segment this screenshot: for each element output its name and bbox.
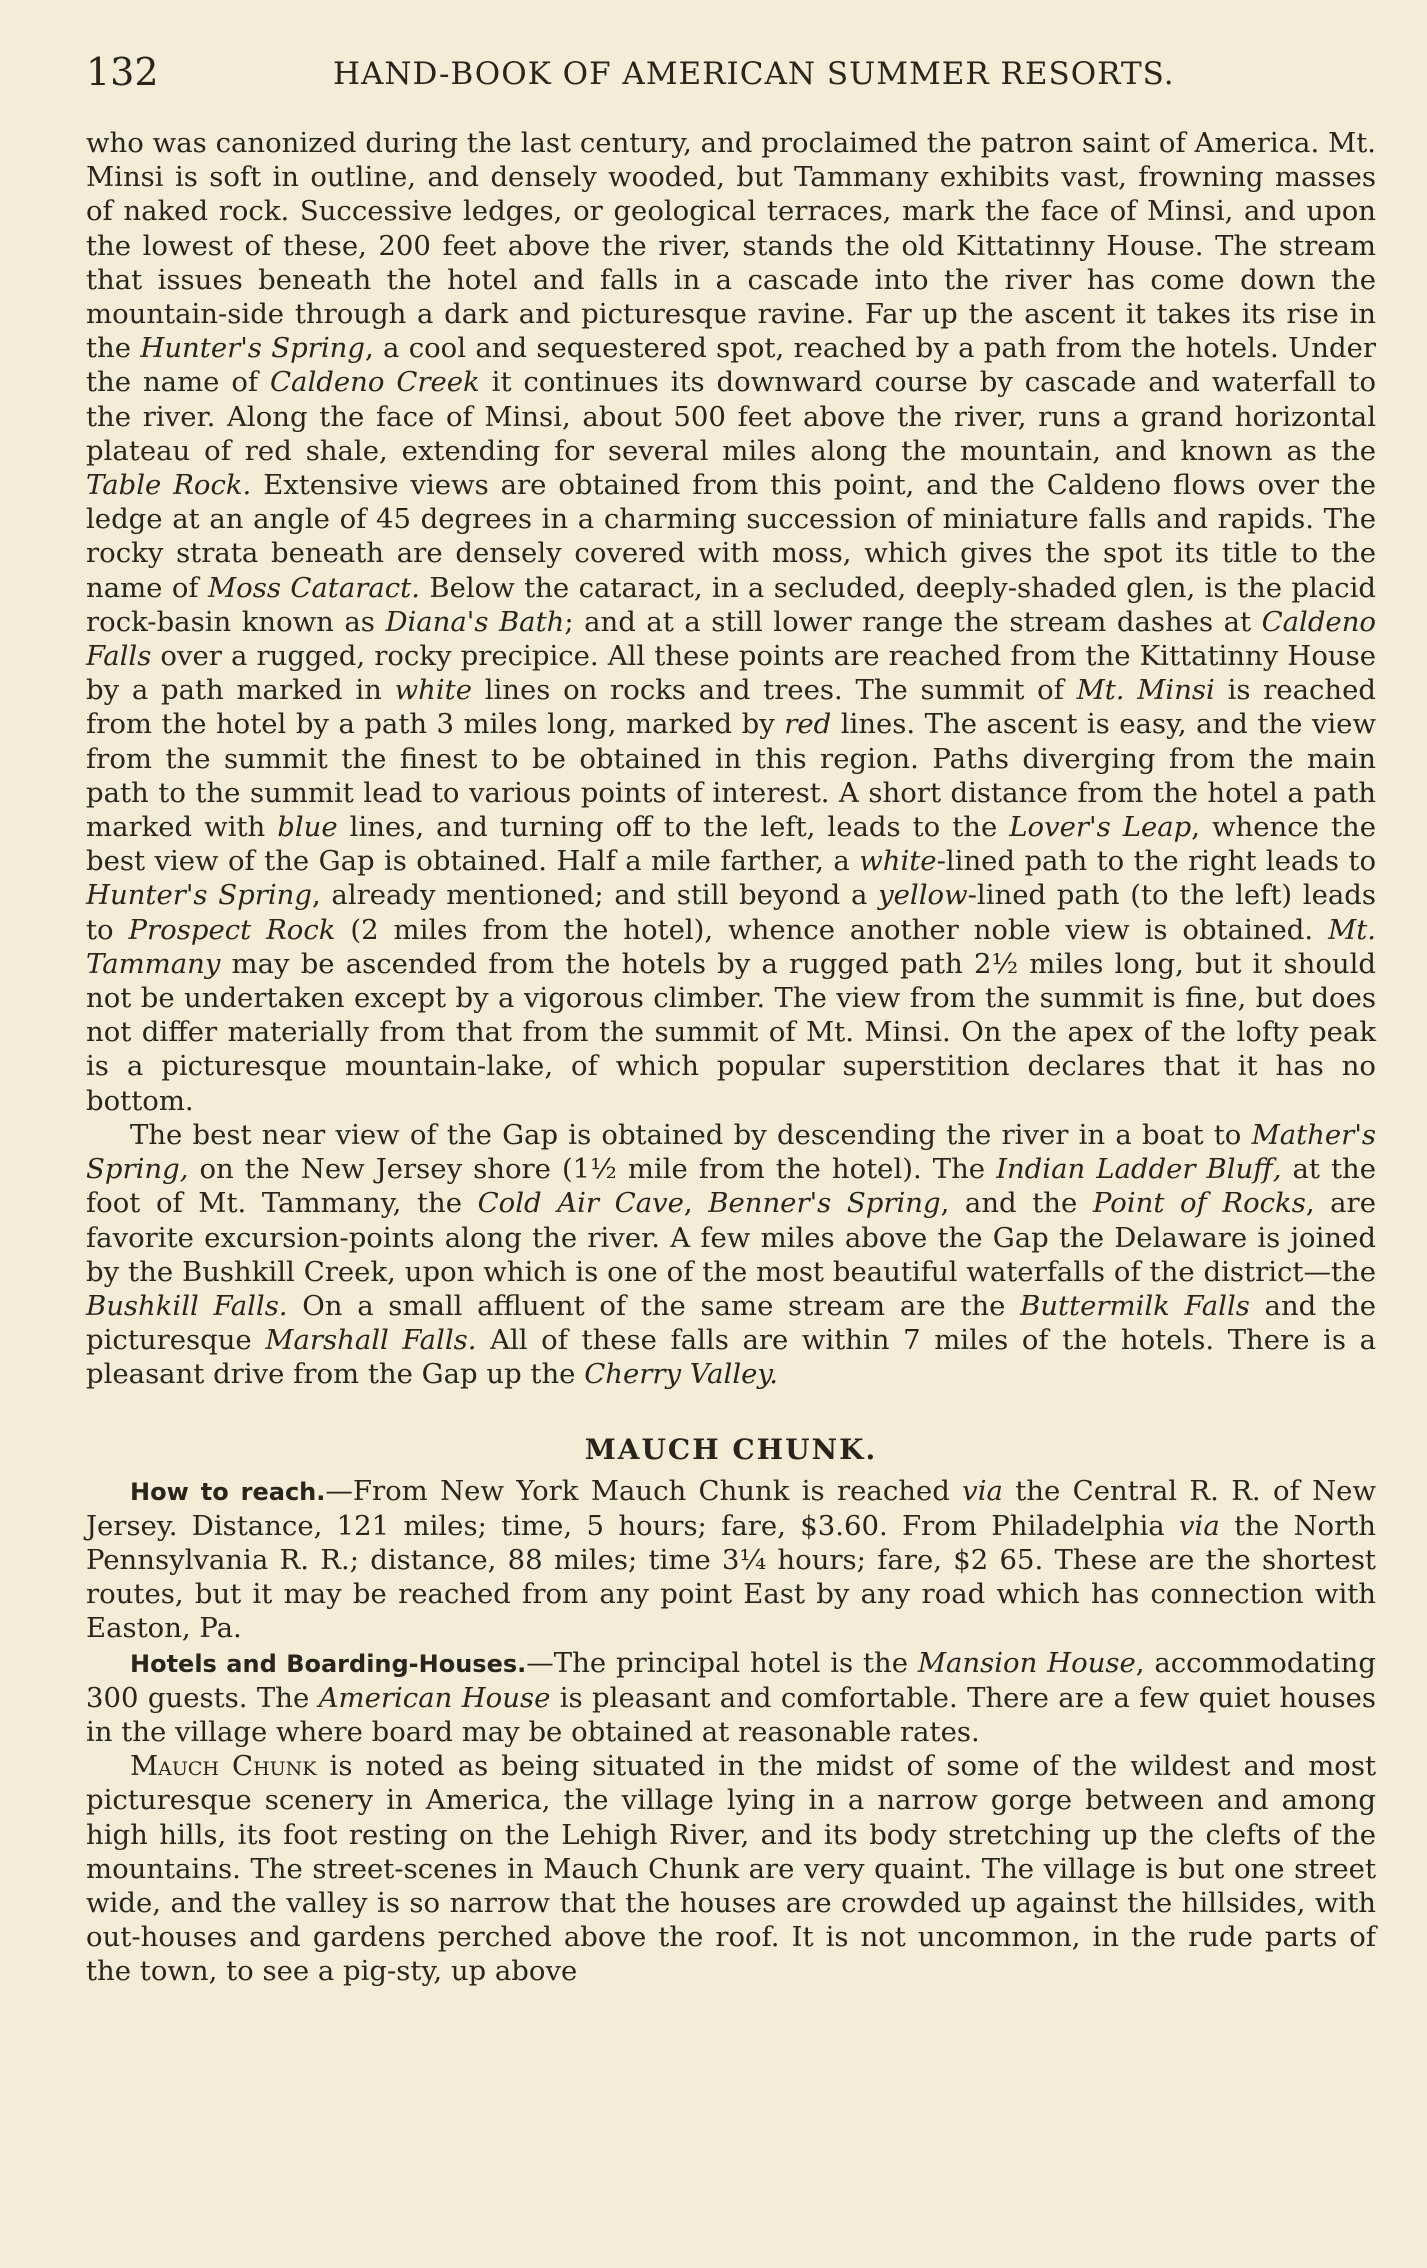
text-run: the North Pennsylvania R. R.; distance, 88 miles; time 3¼ hours; fare, $2 65. These are the shortest routes, but it may be reached from any point East by any road which has connection with Easton, Pa.: [86, 1509, 1376, 1645]
section-heading: MAUCH CHUNK.: [584, 1432, 878, 1466]
italic-term: Diana's Bath: [385, 605, 565, 638]
text-run: is noted as being situated in the midst of some of the wildest and most picturesque scenery in America, the village lying in a narrow gorge between and among high hills, its foot resting on the Lehigh River, and its body stretching up the clefts of the mountains. The street-scenes in Mauch Chunk are very quaint. The village is but one street wide, and the valley is so narrow that the houses are crowded up against the hillsides, with out-houses and gardens perched above the roof. It is not uncommon, in the rude parts of the town, to see a pig-sty, up above: [86, 1750, 1376, 1988]
run-in-heading: Hotels and Boarding-Houses.: [130, 1649, 527, 1678]
text-run: -lined path (to the left) leads to: [86, 879, 1376, 946]
text-run: is reached from the hotel by a path 3 miles long, marked by: [86, 674, 1377, 741]
italic-term: via: [1179, 1509, 1220, 1542]
text-run: The best near view of the Gap is obtained by descending the river in a boat to: [130, 1118, 1252, 1151]
italic-term: Table Rock.: [86, 469, 252, 502]
italic-term: Mansion House: [917, 1646, 1136, 1679]
italic-term: via: [962, 1474, 1003, 1507]
small-caps-name: Mauch Chunk: [130, 1750, 317, 1783]
italic-term: Hunter's Spring: [140, 332, 365, 365]
text-run: , accommodating 300 guests. The: [86, 1646, 1377, 1714]
text-run: lines, and turning off to the left, leads to the: [337, 811, 1010, 844]
italic-term: Mt. Minsi: [1076, 674, 1215, 707]
text-run: lines on rocks and trees. The summit of: [471, 674, 1077, 707]
text-run: and the picturesque: [86, 1289, 1377, 1357]
italic-term: Buttermilk Falls: [1020, 1289, 1250, 1322]
text-run: lines. The ascent is easy, and the view from the summit the finest to be obtained in this region. Paths diverging from the main path to the summit lead to various points of interest. A short distance from the hotel a path marked with: [86, 708, 1376, 844]
text-run: on the New Jersey shore (1½ mile from the hotel). The: [188, 1153, 997, 1186]
italic-term: white: [859, 845, 937, 878]
text-run: , a cool and sequestered spot, reached by a path from the hotels. Under the name of: [86, 332, 1376, 399]
italic-term: Marshall Falls.: [265, 1324, 477, 1357]
text-run: , are favorite excursion-points along the river. A few miles above the Gap the Delaware is joined by the Bushkill Creek, upon which is one of the most beautiful waterfalls of the district—the: [86, 1187, 1376, 1288]
italic-term: white: [394, 674, 472, 707]
text-run: ,: [683, 1187, 709, 1220]
text-run: -lined path to the right leads to: [936, 845, 1376, 878]
text-run: it continues its downward course by cascade and waterfall to the river. Along the face of Minsi, about 500 feet above the river, runs a grand horizontal plateau of red shale, extending for several miles along the mountain, and known as the: [86, 366, 1376, 467]
page-body: [86, 126, 1376, 1989]
italic-term: yellow: [878, 879, 968, 912]
text-run: ; and at a still lower range the stream dashes at: [564, 605, 1262, 638]
text-run: —From New York Mauch Chunk is reached: [325, 1474, 963, 1507]
italic-term: Caldeno Creek: [270, 366, 480, 399]
text-run: may be ascended from the hotels by a rugged path 2½ miles long, but it should not be undertaken except by a vigorous climber. The view from the summit is fine, but does not differ materially from that from the summit of Mt. Minsi. On the apex of the lofty peak is a picturesque mountain-lake, of which popular superstition declares that it has no bottom.: [86, 947, 1376, 1117]
italic-term: Bushkill Falls.: [86, 1289, 288, 1322]
text-run: at the foot of Mt. Tammany, the: [86, 1153, 1377, 1220]
running-title: HAND-BOOK OF AMERICAN SUMMER RESORTS.: [333, 56, 1175, 92]
paragraph-gap-views: [86, 1118, 1376, 1392]
text-run: is pleasant and comfortable. There are a few quiet houses in the village where board may be obtained at reasonable rates.: [86, 1681, 1376, 1748]
italic-term: blue: [277, 811, 338, 844]
paragraph-how-to-reach: [86, 1474, 1376, 1646]
text-run: over a rugged, rocky precipice. All these points are reached from the Kittatinny House by a path marked in: [86, 640, 1376, 707]
italic-term: Hunter's Spring: [86, 879, 312, 912]
italic-term: Benner's Spring: [708, 1187, 941, 1220]
text-run: the Central R. R. of New Jersey. Distance, 121 miles; time, 5 hours; fare, $3.60. From Philadelphia: [86, 1474, 1376, 1542]
italic-term: Lover's Leap: [1009, 811, 1192, 844]
page-number: 132: [86, 50, 159, 94]
italic-term: Mt. Tammany: [86, 913, 1377, 980]
text-run: who was canonized during the last century, and proclaimed the patron saint of America. Mt. Minsi is soft in outline, and densely wooded, but Tammany exhibits vast, frowning masses of naked rock. Successive ledges, or geological terraces, mark the face of Minsi, and upon the lowest of these, 200 feet above the river, stands the old Kittatinny House. The stream that issues beneath the hotel and falls in a cascade into the river has come down the mountain-side through a dark and picturesque ravine. Far up the ascent it takes its rise in the: [86, 127, 1376, 365]
italic-term: Mather's Spring,: [86, 1118, 1376, 1186]
run-in-heading: How to reach.: [130, 1477, 326, 1506]
italic-term: Cold Air Cave: [477, 1187, 684, 1220]
italic-term: Cherry Valley.: [584, 1358, 779, 1391]
italic-term: American House: [318, 1681, 551, 1714]
paragraph-delaware-gap: [86, 126, 1376, 1118]
text-run: , and the: [940, 1187, 1093, 1220]
text-run: (2 miles from the hotel), whence another noble view is obtained.: [335, 913, 1329, 946]
text-run: Extensive views are obtained from this point, and the Caldeno flows over the ledge at an angle of 45 degrees in a charming succession of miniature falls and rapids. The rocky strata beneath are densely covered with moss, which gives the spot its title to the name of: [86, 469, 1376, 604]
italic-term: Point of Rocks: [1092, 1187, 1306, 1220]
paragraph-mauch-chunk: [86, 1749, 1376, 1988]
text-run: All of these falls are within 7 miles of the hotels. There is a pleasant drive from the Gap up the: [86, 1324, 1376, 1391]
page-header: [86, 50, 1358, 100]
italic-term: red: [784, 708, 832, 741]
text-run: On a small affluent of the same stream are the: [287, 1289, 1021, 1322]
italic-term: Indian Ladder Bluff,: [996, 1153, 1282, 1186]
italic-term: Caldeno Falls: [86, 605, 1376, 673]
text-run: Below the cataract, in a secluded, deeply-shaded glen, is the placid rock-basin known as: [86, 571, 1376, 638]
text-run: —The principal hotel is the: [526, 1646, 918, 1679]
text-run: , already mentioned; and still beyond a: [311, 879, 879, 912]
italic-term: Prospect Rock: [128, 913, 336, 946]
paragraph-hotels: [86, 1646, 1376, 1750]
text-run: , whence the best view of the Gap is obtained. Half a mile farther, a: [86, 811, 1376, 878]
italic-term: Moss Cataract.: [208, 571, 420, 604]
